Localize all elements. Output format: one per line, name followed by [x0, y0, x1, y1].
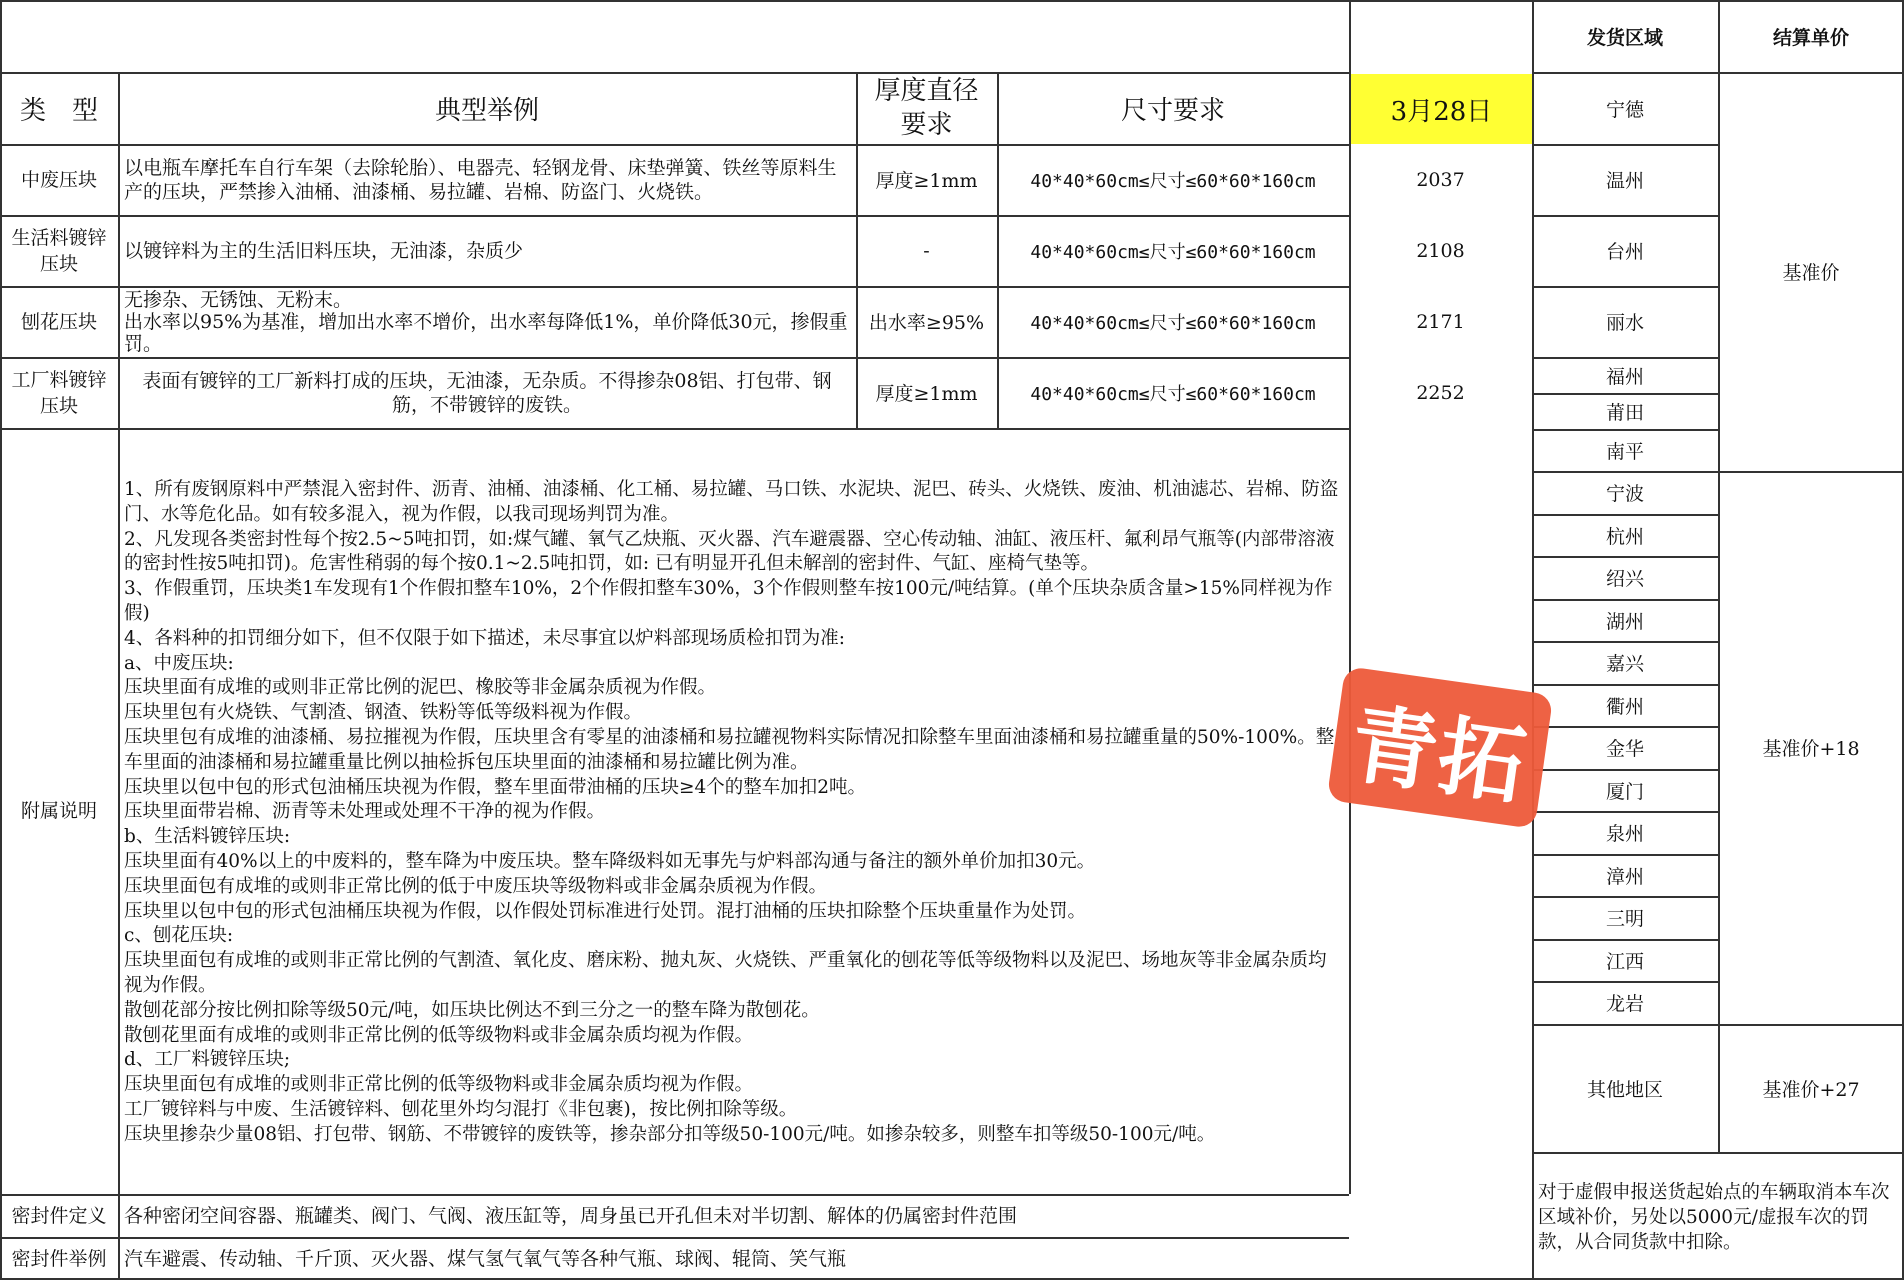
footnote: 对于虚假申报送货起始点的车辆取消本车次区域补价，另处以5000元/虚报车次的罚款，从合同货款中扣除。 [1538, 1182, 1890, 1253]
seal-example-label: 密封件举例 [11, 1247, 107, 1270]
region-cell: 台州 [1605, 241, 1644, 263]
product-thickness: - [923, 239, 930, 262]
watermark-stamp: 青拓 [1327, 666, 1554, 829]
product-type: 中废压块 [20, 168, 97, 191]
seal-definition-text: 各种密闭空间容器、瓶罐类、阀门、气阀、液压缸等，周身虽已开孔但未对半切割、解体的仍属密封件范围 [124, 1204, 1018, 1227]
seal-example-text: 汽车避震、传动轴、千斤顶、灭火器、煤气氢气氧气等各种气瓶、球阀、辊筒、笑气瓶 [124, 1247, 847, 1270]
product-thickness: 厚度≥1mm [875, 383, 978, 405]
product-price: 2252 [1416, 381, 1465, 404]
region-cell: 丽水 [1605, 312, 1644, 334]
product-price: 2108 [1416, 239, 1465, 262]
product-type: 工厂料镀锌压块 [11, 368, 107, 417]
thickness-column-header: 厚度直径 要求 [874, 76, 979, 140]
region-cell: 泉州 [1605, 823, 1644, 845]
product-size: 40*40*60cm≤尺寸≤60*60*160cm [1030, 241, 1316, 263]
grid-line [1532, 1152, 1904, 1154]
region-cell: 绍兴 [1605, 568, 1644, 590]
region-cell: 杭州 [1605, 525, 1644, 548]
grid-line [0, 428, 1349, 430]
region-cell: 湖州 [1605, 610, 1644, 633]
product-example: 以电瓶车摩托车自行车架（去除轮胎）、电器壳、轻钢龙骨、床垫弹簧、铁丝等原料生产的压块，严禁掺入油桶、油漆桶、易拉罐、岩棉、防盗门、火烧铁。 [124, 156, 837, 203]
example-column-header: 典型举例 [434, 95, 539, 126]
product-type: 刨花压块 [20, 310, 97, 333]
product-type: 生活料镀锌压块 [11, 226, 107, 275]
product-example: 以镀锌料为主的生活旧料压块，无油漆，杂质少 [124, 239, 524, 262]
product-thickness: 出水率≥95% [868, 312, 985, 334]
region-cell: 温州 [1605, 170, 1644, 192]
product-size: 40*40*60cm≤尺寸≤60*60*160cm [1030, 312, 1316, 334]
region-cell: 厦门 [1605, 780, 1644, 803]
price-column-header: 结算单价 [1772, 26, 1849, 49]
region-cell: 南平 [1605, 440, 1644, 463]
region-cell: 嘉兴 [1605, 653, 1644, 675]
type-column-header: 类 型 [19, 95, 98, 126]
region-cell: 衢州 [1605, 695, 1644, 718]
product-price: 2171 [1416, 310, 1465, 333]
product-size: 40*40*60cm≤尺寸≤60*60*160cm [1030, 383, 1316, 405]
price-plus18: 基准价+18 [1762, 738, 1860, 760]
size-column-header: 尺寸要求 [1120, 95, 1225, 126]
region-cell: 莆田 [1605, 401, 1644, 424]
region-cell: 龙岩 [1605, 993, 1644, 1015]
price-date-header: 3月28日 [1351, 74, 1532, 144]
region-cell: 江西 [1605, 950, 1644, 973]
region-column-header: 发货区域 [1586, 26, 1663, 49]
region-cell: 漳州 [1605, 865, 1644, 888]
region-cell: 宁波 [1605, 483, 1644, 505]
region-cell: 宁德 [1605, 98, 1644, 121]
price-plus27: 基准价+27 [1762, 1078, 1860, 1101]
region-cell: 其他地区 [1586, 1078, 1663, 1101]
region-cell: 金华 [1605, 738, 1644, 760]
product-example: 表面有镀锌的工厂新料打成的压块，无油漆，无杂质。不得掺杂08铝、打包带、钢筋，不带镀锌的废铁。 [142, 369, 832, 416]
notes-text: 1、所有废钢原料中严禁混入密封件、沥青、油桶、油漆桶、化工桶、易拉罐、马口铁、水泥块、泥巴、砖头、火烧铁、废油、机油滤芯、岩棉、防盗门、水等危化品。如有较多混入，视为作假，以我司现场判罚为准。 2、凡发现各类密封性每个按2.5~5吨扣罚，如:煤气罐、氧气乙炔瓶、灭火器、汽车避震器、空心传动轴、油缸、液压杆、氟利昂气瓶等(内部带溶液的密封性按5吨扣罚)。危害性稍弱的每个按0.1~2.5吨扣罚，如: 已有明显开孔但未解剖的密封件、气缸、座椅气垫等。 3、作假重罚，压块类1车发现有1个作假扣整车10%，2个作假扣整车30%，3个作假则整车按100元/吨结算。(单个压块杂质含量>15%同样视为作假) 4、各料种的扣罚细分如下，但不仅限于如下描述，未尽事宜以炉料部现场质检扣罚为准: a、中废压块: 压块里面有成堆的或则非正常比例的泥巴、橡胶等非金属杂质视为作假。 压块里包有火烧铁、气割渣、钢渣、铁粉等低等级料视为作假。 压块里包有成堆的油漆桶、易拉摧视为作假，压块里含有零星的油漆桶和易拉罐视物料实际情况扣除整车里面油漆桶和易拉罐重量的50%-100%。整车里面的油漆桶和易拉罐重量比例以抽检拆包压块里面的油漆桶和易拉罐比例为准。 压块里以包中包的形式包油桶压块视为作假，整车里面带油桶的压块≥4个的整车加扣2吨。 压块里面带岩棉、沥青等未处理或处理不干净的视为作假。 b、生活料镀锌压块: 压块里面有40%以上的中废料的，整车降为中废压块。整车降级料如无事先与炉料部沟通与备注的额外单价加扣30元。 压块里面包有成堆的或则非正常比例的低于中废压块等级物料或非金属杂质视为作假。 压块里以包中包的形式包油桶压块视为作假，以作假处罚标准进行处罚。混打油桶的压块扣除整个压块重量作为处罚。 c、刨花压块: 压块里面包有成堆的或则非正常比例的气割渣、氧化皮、磨床粉、抛丸灰、火烧铁、严重氧化的刨花等低等级物料以及泥巴、场地灰等非金属杂质均视为作假。 散刨花部分按比例扣除等级50元/吨，如压块比例达不到三分之一的整车降为散刨花。 散刨花里面有成堆的或则非正常比例的低等级物料或非金属杂质均视为作假。 d、工厂料镀锌压块; 压块里面包有成堆的或则非正常比例的低等级物料或非金属杂质均视为作假。 工厂镀锌料与中废、生活镀锌料、刨花里外均匀混打《非包裹)，按比例扣除等级。 压块里掺杂少量08铝、打包带、钢筋、不带镀锌的废铁等，掺杂部分扣等级50-100元/吨。如掺杂较多，则整车扣等级50-100元/吨。 [124, 479, 1339, 1145]
price-base: 基准价 [1782, 262, 1840, 284]
region-cell: 三明 [1605, 908, 1644, 930]
notes-label: 附属说明 [20, 800, 97, 822]
product-thickness: 厚度≥1mm [875, 170, 978, 192]
product-example: 无掺杂、无锈蚀、无粉末。 出水率以95%为基准，增加出水率不增价，出水率每降低1%，单价降低30元，掺假重罚。 [124, 288, 848, 355]
product-price: 2037 [1416, 168, 1465, 191]
product-size: 40*40*60cm≤尺寸≤60*60*160cm [1030, 170, 1316, 192]
seal-definition-label: 密封件定义 [11, 1204, 107, 1227]
region-cell: 福州 [1605, 365, 1644, 388]
